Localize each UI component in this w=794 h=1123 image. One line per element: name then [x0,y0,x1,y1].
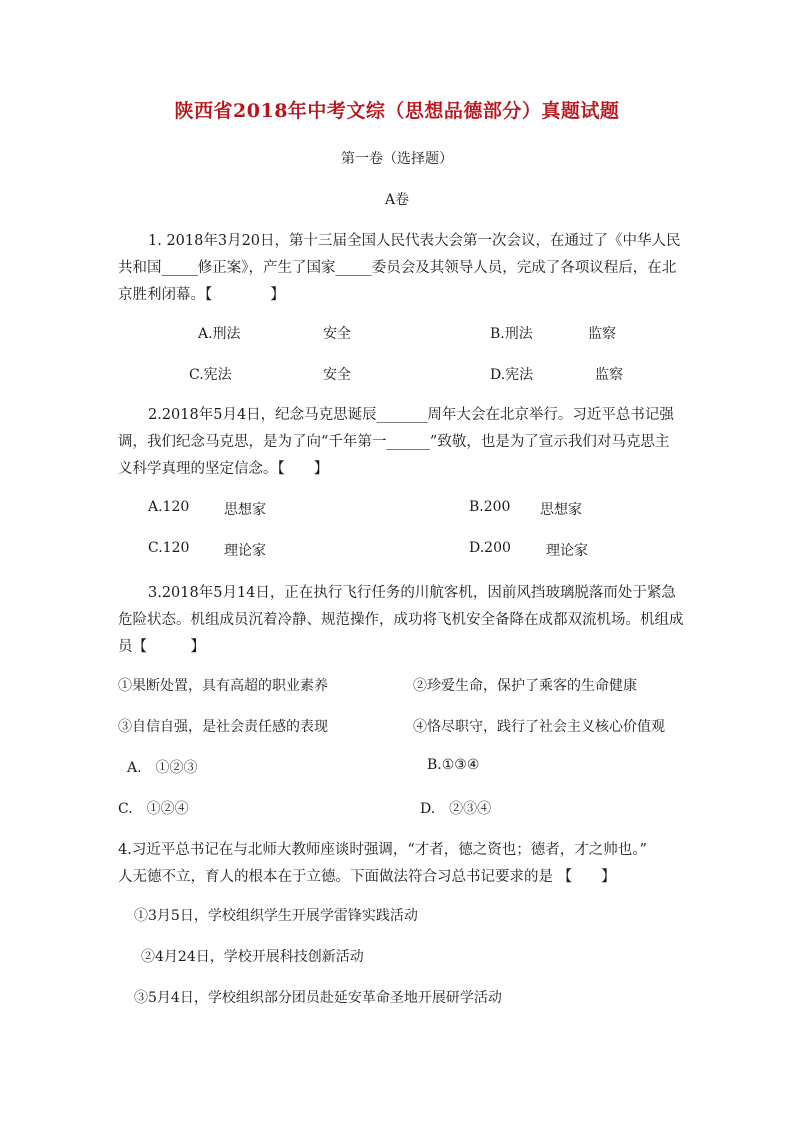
q2-line-1: 2.2018年5月4日，纪念马克思诞辰_______周年大会在北京举行。习近平总书记强 [148,407,674,423]
q1-line-2: 共和国_____修正案》，产生了国家_____委员会及其领导人员，完成了各项议程后，在北 [118,260,677,276]
q3-line-2: 危险状态。机组成员沉着冷静、规范操作，成功将飞机安全备降在成都双流机场。机组成 [118,612,684,628]
q3-option-c: C. ①②④ [118,801,189,817]
q4-statement-1: ①3月5日，学校组织学生开展学雷锋实践活动 [134,908,418,924]
section-heading: 第一卷（选择题） [341,151,453,167]
q1-option-a-label: A.刑法 [198,326,241,342]
q1-option-c-label: C.宪法 [189,367,232,383]
part-heading: A卷 [384,192,410,208]
q2-option-b-label: B.200 [469,499,511,515]
q1-line-1: 1. 2018年3月20日，第十三届全国人民代表大会第一次会议，在通过了《中华人民 [148,233,681,249]
q2-line-2: 调，我们纪念马克思，是为了向“千年第一______”致敬，也是为了宣示我们对马克思主 [118,434,670,450]
q1-line-3: 京胜利闭幕。【 】 [118,287,285,303]
q2-option-b-text: 思想家 [540,502,582,518]
q3-line-3: 员【 】 [118,639,205,655]
q2-option-a-text: 思想家 [224,502,266,518]
q3-line-1: 3.2018年5月14日，正在执行飞行任务的川航客机，因前风挡玻璃脱落而处于紧急 [148,585,676,601]
q3-statement-3: ③自信自强，是社会责任感的表现 [118,719,328,735]
q3-option-b: B.①③④ [427,757,480,773]
q3-statement-4: ④恪尽职守，践行了社会主义核心价值观 [413,719,665,735]
q1-option-d-text: 监察 [595,367,623,383]
q2-option-c-text: 理论家 [224,543,266,559]
q4-statement-2: ②4月24日，学校开展科技创新活动 [141,949,364,965]
q2-option-a-label: A.120 [148,499,190,515]
q3-option-a: A. ①②③ [127,760,198,776]
q1-option-b-text: 监察 [588,326,616,342]
q2-option-d-label: D.200 [469,540,511,556]
q4-line-1: 4.习近平总书记在与北师大教师座谈时强调，“才者，德之资也；德者，才之帅也。” [118,842,647,858]
q3-option-d: D. ②③④ [420,801,492,817]
q1-option-d-label: D.宪法 [490,367,534,383]
q3-statement-2: ②珍爱生命，保护了乘客的生命健康 [413,678,637,694]
q4-statement-3: ③5月4日，学校组织部分团员赴延安革命圣地开展研学活动 [134,990,502,1006]
page-title: 陕西省2018年中考文综（思想品德部分）真题试题 [174,100,620,122]
q1-option-c-text: 安全 [323,367,351,383]
q4-line-2: 人无德不立，育人的根本在于立德。下面做法符合习总书记要求的是 【 】 [118,869,616,885]
q2-option-c-label: C.120 [148,540,190,556]
q1-option-b-label: B.刑法 [490,326,533,342]
q2-option-d-text: 理论家 [546,543,588,559]
q2-line-3: 义科学真理的坚定信念。【 】 [118,461,329,477]
q3-statement-1: ①果断处置，具有高超的职业素养 [118,678,328,694]
q1-option-a-text: 安全 [323,326,351,342]
